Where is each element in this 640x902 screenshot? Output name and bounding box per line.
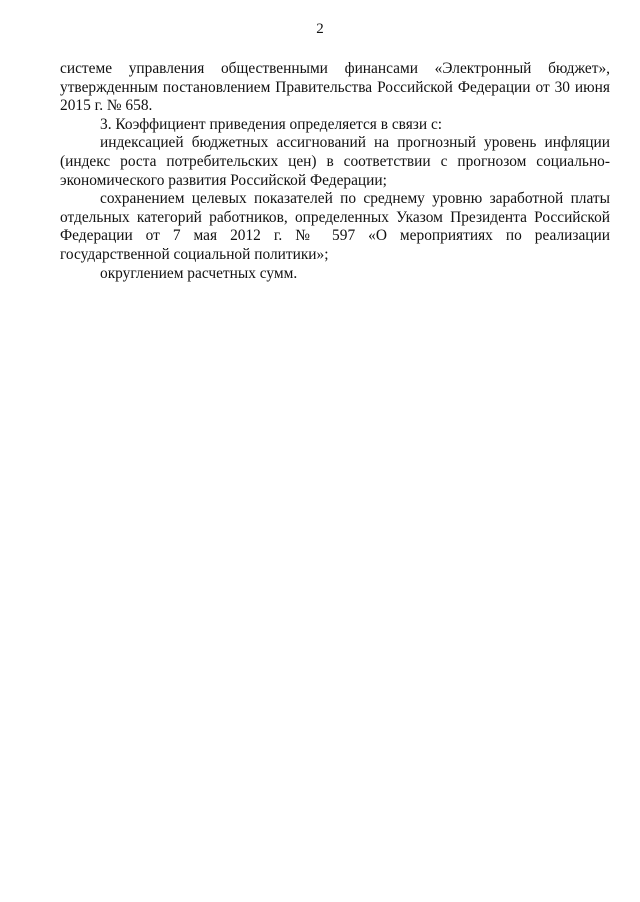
document-body xyxy=(60,60,610,283)
paragraph-inflation-indexation: индексацией бюджетных ассигнований на прогнозный уровень инфляции (индекс роста потребительских цен) в соответствии с прогнозом социально-экономического развития Российской Федерации; xyxy=(60,134,610,189)
page-number: 2 xyxy=(316,21,324,37)
paragraph-salary-targets: сохранением целевых показателей по среднему уровню заработной платы отдельных категорий работников, определенных Указом Президента Российской Федерации от 7 мая 2012 г. № 597 «О мероприятиях по реализации государственной социальной политики»; xyxy=(60,190,610,263)
paragraph-item-3: 3. Коэффициент приведения определяется в связи с: xyxy=(100,115,443,133)
paragraph-continuation: системе управления общественными финансами «Электронный бюджет», утвержденным постановлением Правительства Российской Федерации от 30 июня 2015 г. № 658. xyxy=(60,60,610,115)
paragraph-rounding: округлением расчетных сумм. xyxy=(100,264,298,282)
